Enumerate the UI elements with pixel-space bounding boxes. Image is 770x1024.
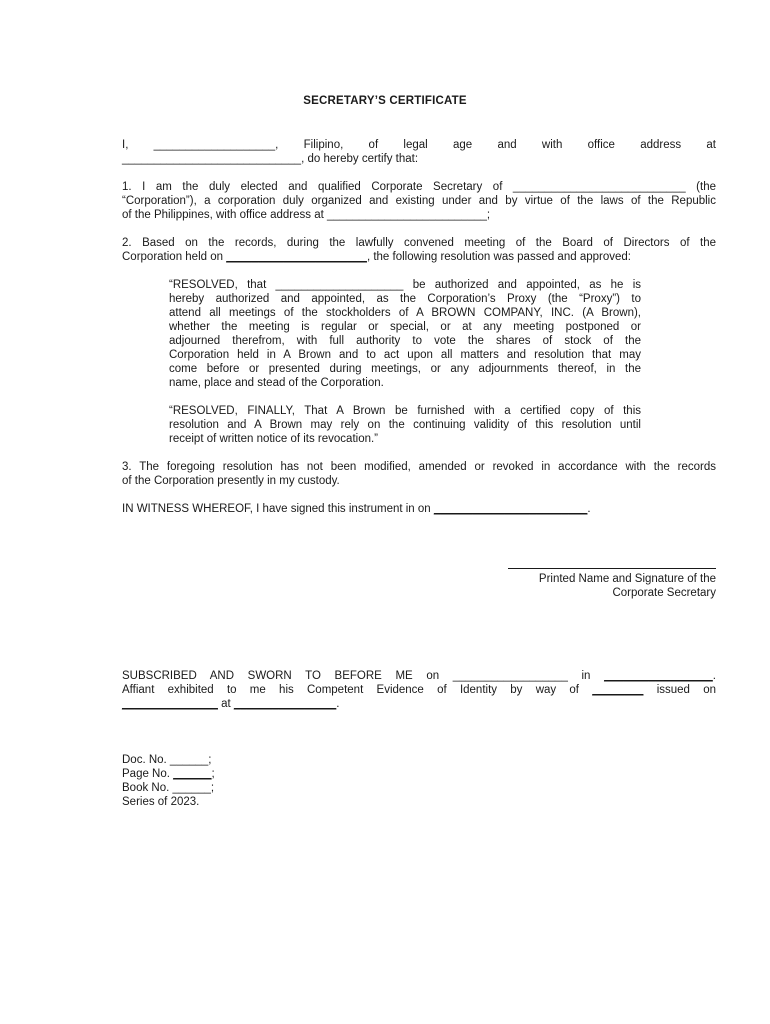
jurat-issued-on: issued on (643, 684, 716, 696)
page-no-blank: ______ (173, 768, 212, 780)
jurat-line-2 (122, 683, 716, 697)
item1-line-1: 1. I am the duly elected and qualified Corporate Secretary of ___________________________ (the (122, 181, 716, 193)
signature-label-line-2: Corporate Secretary (612, 587, 716, 599)
resolution-2-line: receipt of written notice of its revocation.” (169, 433, 379, 445)
jurat-line-3 (122, 697, 716, 711)
jurat-place-blank: _________________ (604, 670, 713, 682)
jurat-line-1 (122, 669, 716, 683)
issued-place-blank: ________________ (233, 698, 337, 710)
item3-line-2: of the Corporation presently in my custody. (122, 475, 340, 487)
item2-line-2 (122, 250, 716, 264)
resolution-1-line: name, place and stead of the Corporation. (169, 377, 384, 389)
page-no-label: Page No. (122, 768, 174, 780)
resolution-2 (169, 404, 641, 446)
jurat-text-b: Affiant exhibited to me his Competent Evidence of Identity by way of (122, 684, 593, 696)
doc-no: Doc. No. ______; (122, 754, 212, 766)
item2-text-b: , the following resolution was passed and approved: (366, 251, 631, 263)
resolution-1 (169, 278, 641, 390)
series: Series of 2023. (122, 796, 200, 808)
jurat-text-a: SUBSCRIBED AND SWORN TO BEFORE ME on __________________ in (122, 670, 605, 682)
witness-clause (122, 502, 716, 516)
resolution-1-line: adjourned therefrom, with full authority to vote the shares of stock of the (169, 335, 641, 347)
page-no-end: ; (211, 768, 215, 780)
intro-line-2: ____________________________, do hereby certify that: (122, 153, 419, 165)
document-title: SECRETARY’S CERTIFICATE (303, 95, 467, 107)
resolution-1-line: attend all meetings of the stockholders of A BROWN COMPANY, INC. (A Brown), (169, 307, 641, 319)
signature-label-line-1: Printed Name and Signature of the (538, 573, 716, 585)
item3-line-1: 3. The foregoing resolution has not been modified, amended or revoked in accordance with the records (122, 461, 716, 473)
resolution-1-line: come before or presented during meetings, or any adjournments thereof, in the (169, 363, 641, 375)
witness-end: . (587, 503, 591, 515)
jurat-end: . (712, 670, 716, 682)
signature-label (539, 572, 716, 600)
witness-date-blank: ________________________ (433, 503, 588, 515)
resolution-2-line: resolution and A Brown may rely on the continuing validity of this resolution until (169, 419, 641, 431)
resolution-1-line: Corporation held in A Brown and to act upon all matters and resolution that may (169, 349, 641, 361)
resolution-1-line: whether the meeting is regular or special, or at any meeting postponed or (169, 321, 641, 333)
item1-line-3: of the Philippines, with office address at _________________________; (122, 209, 491, 221)
witness-text: IN WITNESS WHEREOF, I have signed this instrument in on (122, 503, 434, 515)
page-no (122, 767, 215, 781)
book-no: Book No. ______; (122, 782, 215, 794)
meeting-date-blank: ______________________ (226, 251, 367, 263)
issued-date-blank: _______________ (122, 698, 218, 710)
evidence-blank: ________ (592, 684, 644, 696)
resolution-2-line: “RESOLVED, FINALLY, That A Brown be furnished with a certified copy of this (169, 405, 641, 417)
notarial-register (122, 753, 215, 809)
resolution-1-line: hereby authorized and appointed, as the Corporation’s Proxy (the “Proxy”) to (169, 293, 641, 305)
intro-line-1: I, ___________________, Filipino, of legal age and with office address at (122, 139, 716, 151)
item1-line-2: “Corporation”), a corporation duly organized and existing under and by virtue of the laws of the Republic (122, 195, 716, 207)
jurat-at: at (217, 698, 234, 710)
item2-text-a: Corporation held on (122, 251, 227, 263)
resolution-1-line: “RESOLVED, that ____________________ be authorized and appointed, as he is (169, 279, 641, 291)
jurat-line-3-end: . (336, 698, 340, 710)
signature-line (508, 568, 716, 569)
item2-line-1: 2. Based on the records, during the lawfully convened meeting of the Board of Directors of the (122, 237, 716, 249)
